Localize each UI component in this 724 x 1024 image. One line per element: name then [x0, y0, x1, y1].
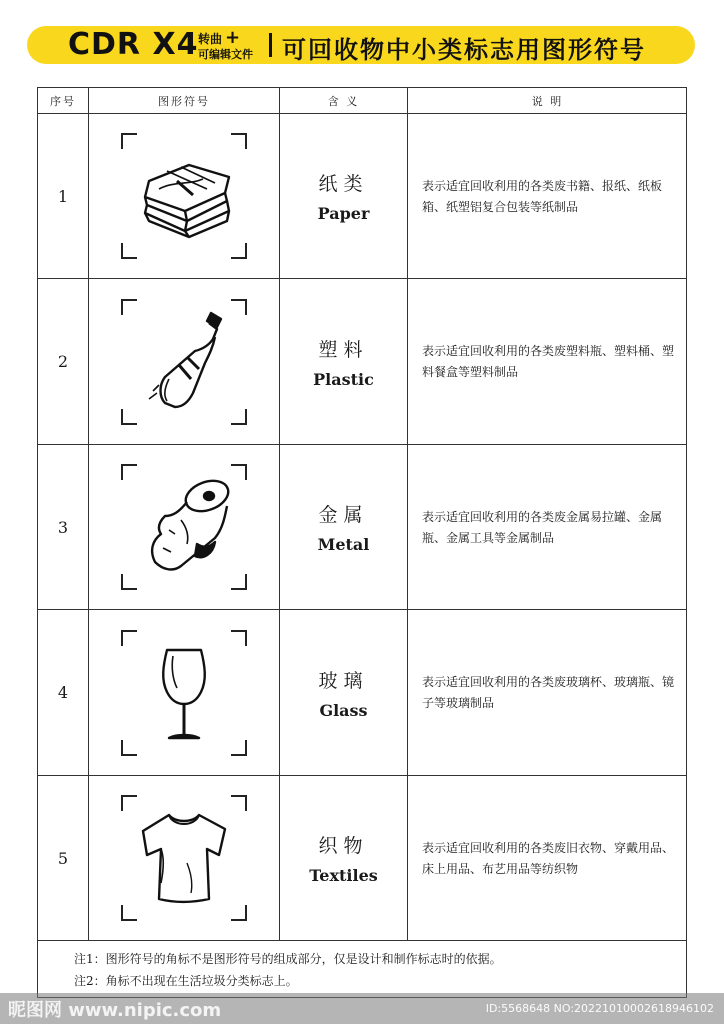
- symbol-frame: [121, 299, 247, 425]
- meaning-zh: 塑料: [318, 338, 369, 361]
- plus-icon: +: [225, 27, 241, 48]
- description-text: 表示适宜回收利用的各类废旧衣物、穿戴用品、床上用品、布艺用品等纺织物: [422, 841, 675, 876]
- page-title: 可回收物中小类标志用图形符号: [282, 36, 646, 64]
- col-header-description: 说 明: [531, 94, 564, 108]
- meaning-cell: [280, 776, 407, 940]
- brand-label: CDR X4: [68, 27, 199, 62]
- meaning-cell: [280, 114, 407, 278]
- meaning-en: Glass: [319, 700, 368, 720]
- meaning-en: Textiles: [309, 866, 378, 885]
- meaning-zh: 织物: [318, 835, 369, 857]
- col-divider: [88, 88, 89, 940]
- note-2: 注2：角标不出现在生活垃圾分类标志上。: [74, 974, 298, 988]
- meaning-cell: [280, 279, 407, 444]
- row-number: 3: [57, 517, 69, 537]
- row-number: 5: [57, 848, 69, 868]
- tag-line1: 转曲: [198, 32, 223, 46]
- symbol-table: [37, 87, 687, 998]
- col-header-no: 序号: [50, 94, 76, 108]
- tshirt-icon: [129, 803, 239, 913]
- col-header-meaning: 含 义: [327, 94, 360, 108]
- symbol-frame: [121, 464, 247, 590]
- symbol-frame: [121, 795, 247, 921]
- metal-can-icon: [129, 472, 239, 582]
- watermark-id: ID:5568648 NO:20221010002618946102: [485, 1002, 714, 1015]
- meaning-zh: 玻璃: [318, 669, 369, 692]
- meaning-cell: [280, 610, 407, 775]
- meaning-zh: 纸类: [318, 173, 369, 195]
- row-divider: [38, 940, 686, 941]
- plastic-bottle-icon: [129, 307, 239, 417]
- meaning-cell: [280, 445, 407, 609]
- col-header-symbol: 图形符号: [158, 94, 210, 108]
- meaning-en: Paper: [317, 204, 370, 223]
- file-tag: [198, 27, 253, 62]
- wine-glass-icon: [129, 638, 239, 748]
- note-1: 注1：图形符号的角标不是图形符号的组成部分，仅是设计和制作标志时的依据。: [74, 952, 502, 966]
- row-number: 4: [57, 683, 69, 702]
- meaning-zh: 金属: [318, 504, 369, 526]
- symbol-frame: [121, 630, 247, 756]
- row-number: 1: [57, 186, 69, 206]
- header-divider: [269, 33, 272, 57]
- col-divider: [407, 88, 408, 940]
- description-text: 表示适宜回收利用的各类废玻璃杯、玻璃瓶、镜子等玻璃制品: [422, 675, 675, 710]
- symbol-frame: [121, 133, 247, 259]
- meaning-en: Plastic: [313, 369, 374, 389]
- description-text: 表示适宜回收利用的各类废塑料瓶、塑料桶、塑料餐盒等塑料制品: [422, 344, 675, 379]
- meaning-en: Metal: [317, 535, 370, 554]
- watermark-logo: 昵图网 www.nipic.com: [8, 1000, 222, 1021]
- paper-stack-icon: [129, 141, 239, 251]
- description-text: 表示适宜回收利用的各类废金属易拉罐、金属瓶、金属工具等金属制品: [422, 510, 663, 545]
- tag-line2: 可编辑文件: [198, 48, 253, 61]
- description-text: 表示适宜回收利用的各类废书籍、报纸、纸板箱、纸塑铝复合包装等纸制品: [422, 179, 663, 214]
- row-number: 2: [57, 352, 69, 371]
